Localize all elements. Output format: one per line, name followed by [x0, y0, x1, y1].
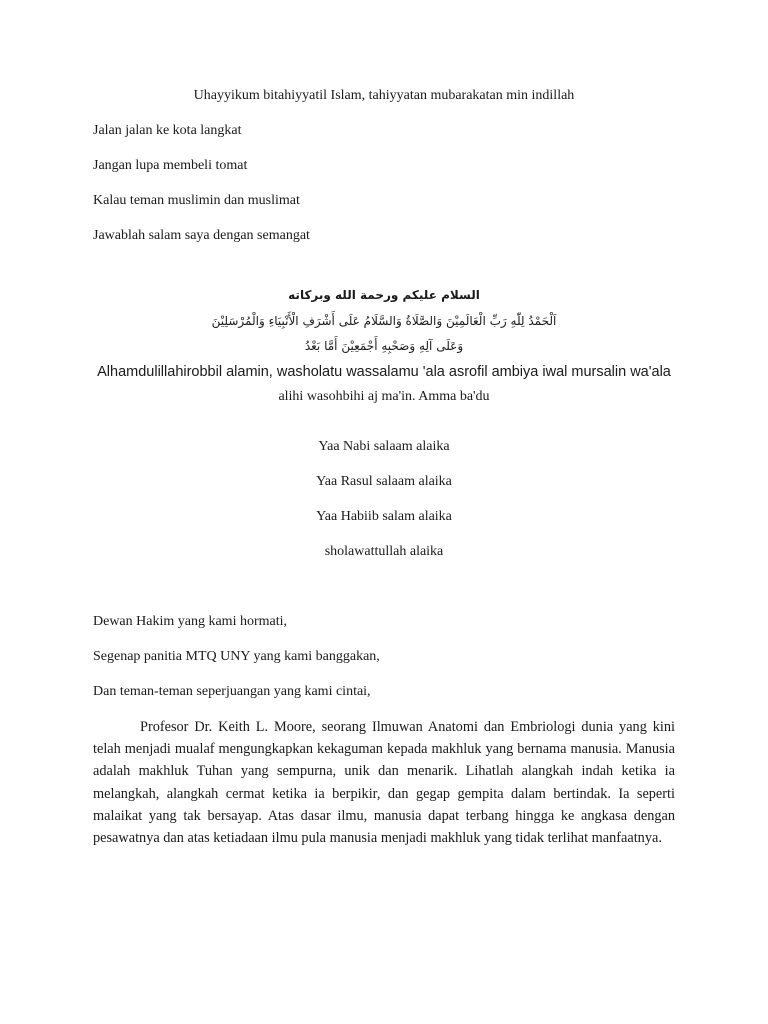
greeting-line: Uhayyikum bitahiyyatil Islam, tahiyyatan mubarakatan min indillah [193, 88, 575, 103]
pantun-line-2: Jangan lupa membeli tomat [93, 158, 248, 173]
address-line-1: Dewan Hakim yang kami hormati, [93, 614, 288, 629]
sholawat-line-1: Yaa Nabi salaam alaika [318, 439, 450, 454]
body-paragraph: Profesor Dr. Keith L. Moore, seorang Ilmuwan Anatomi dan Embriologi dunia yang kini telah menjadi mualaf mengungkapkan kekaguman kepada makhluk yang bernama manusia. Manusia adalah makhluk Tuhan yang sempurna, unik dan menarik. Lihatlah alangkah indah ketika ia melangkah, alangkah cermat ketika ia berpikir, dan gegap gempita dalam bertindak. Ia seperti malaikat yang tak bersayap. Atas dasar ilmu, manusia dapat terbang hingga ke angkasa dengan pesawatnya dan atas ketiadaan ilmu pula manusia menjadi makhluk yang tidak terlihat manfaatnya. [93, 719, 675, 847]
sholawat-line-2: Yaa Rasul salaam alaika [316, 474, 452, 489]
sholawat-line-3: Yaa Habiib salam alaika [316, 509, 452, 524]
arabic-salam: السلام عليكم ورحمة الله وبركاته [288, 288, 480, 302]
transliteration-line-1: Alhamdulillahirobbil alamin, washolatu wassalamu 'ala asrofil ambiya iwal mursalin wa'ala [97, 364, 671, 380]
transliteration-line-2: alihi wasohbihi aj ma'in. Amma ba'du [278, 389, 490, 404]
pantun-line-4: Jawablah salam saya dengan semangat [93, 228, 310, 243]
arabic-line-1: اَلْحَمْدُ لِلّٰهِ رَبِّ الْعَالَمِيْنَ وَالصَّلَاةُ وَالسَّلَامُ عَلَى أَشْرَفِ الْأَنْبِيَاءِ وَالْمُرْسَلِيْنَ [211, 314, 557, 328]
address-line-3: Dan teman-teman seperjuangan yang kami cintai, [93, 684, 371, 699]
arabic-line-2: وَعَلَى آلِهِ وَصَحْبِهِ أَجْمَعِيْنَ أَمَّا بَعْدُ [304, 339, 464, 353]
address-line-2: Segenap panitia MTQ UNY yang kami banggakan, [93, 649, 380, 664]
sholawat-line-4: sholawattullah alaika [324, 544, 444, 559]
pantun-line-1: Jalan jalan ke kota langkat [93, 123, 242, 138]
pantun-line-3: Kalau teman muslimin dan muslimat [93, 193, 300, 208]
